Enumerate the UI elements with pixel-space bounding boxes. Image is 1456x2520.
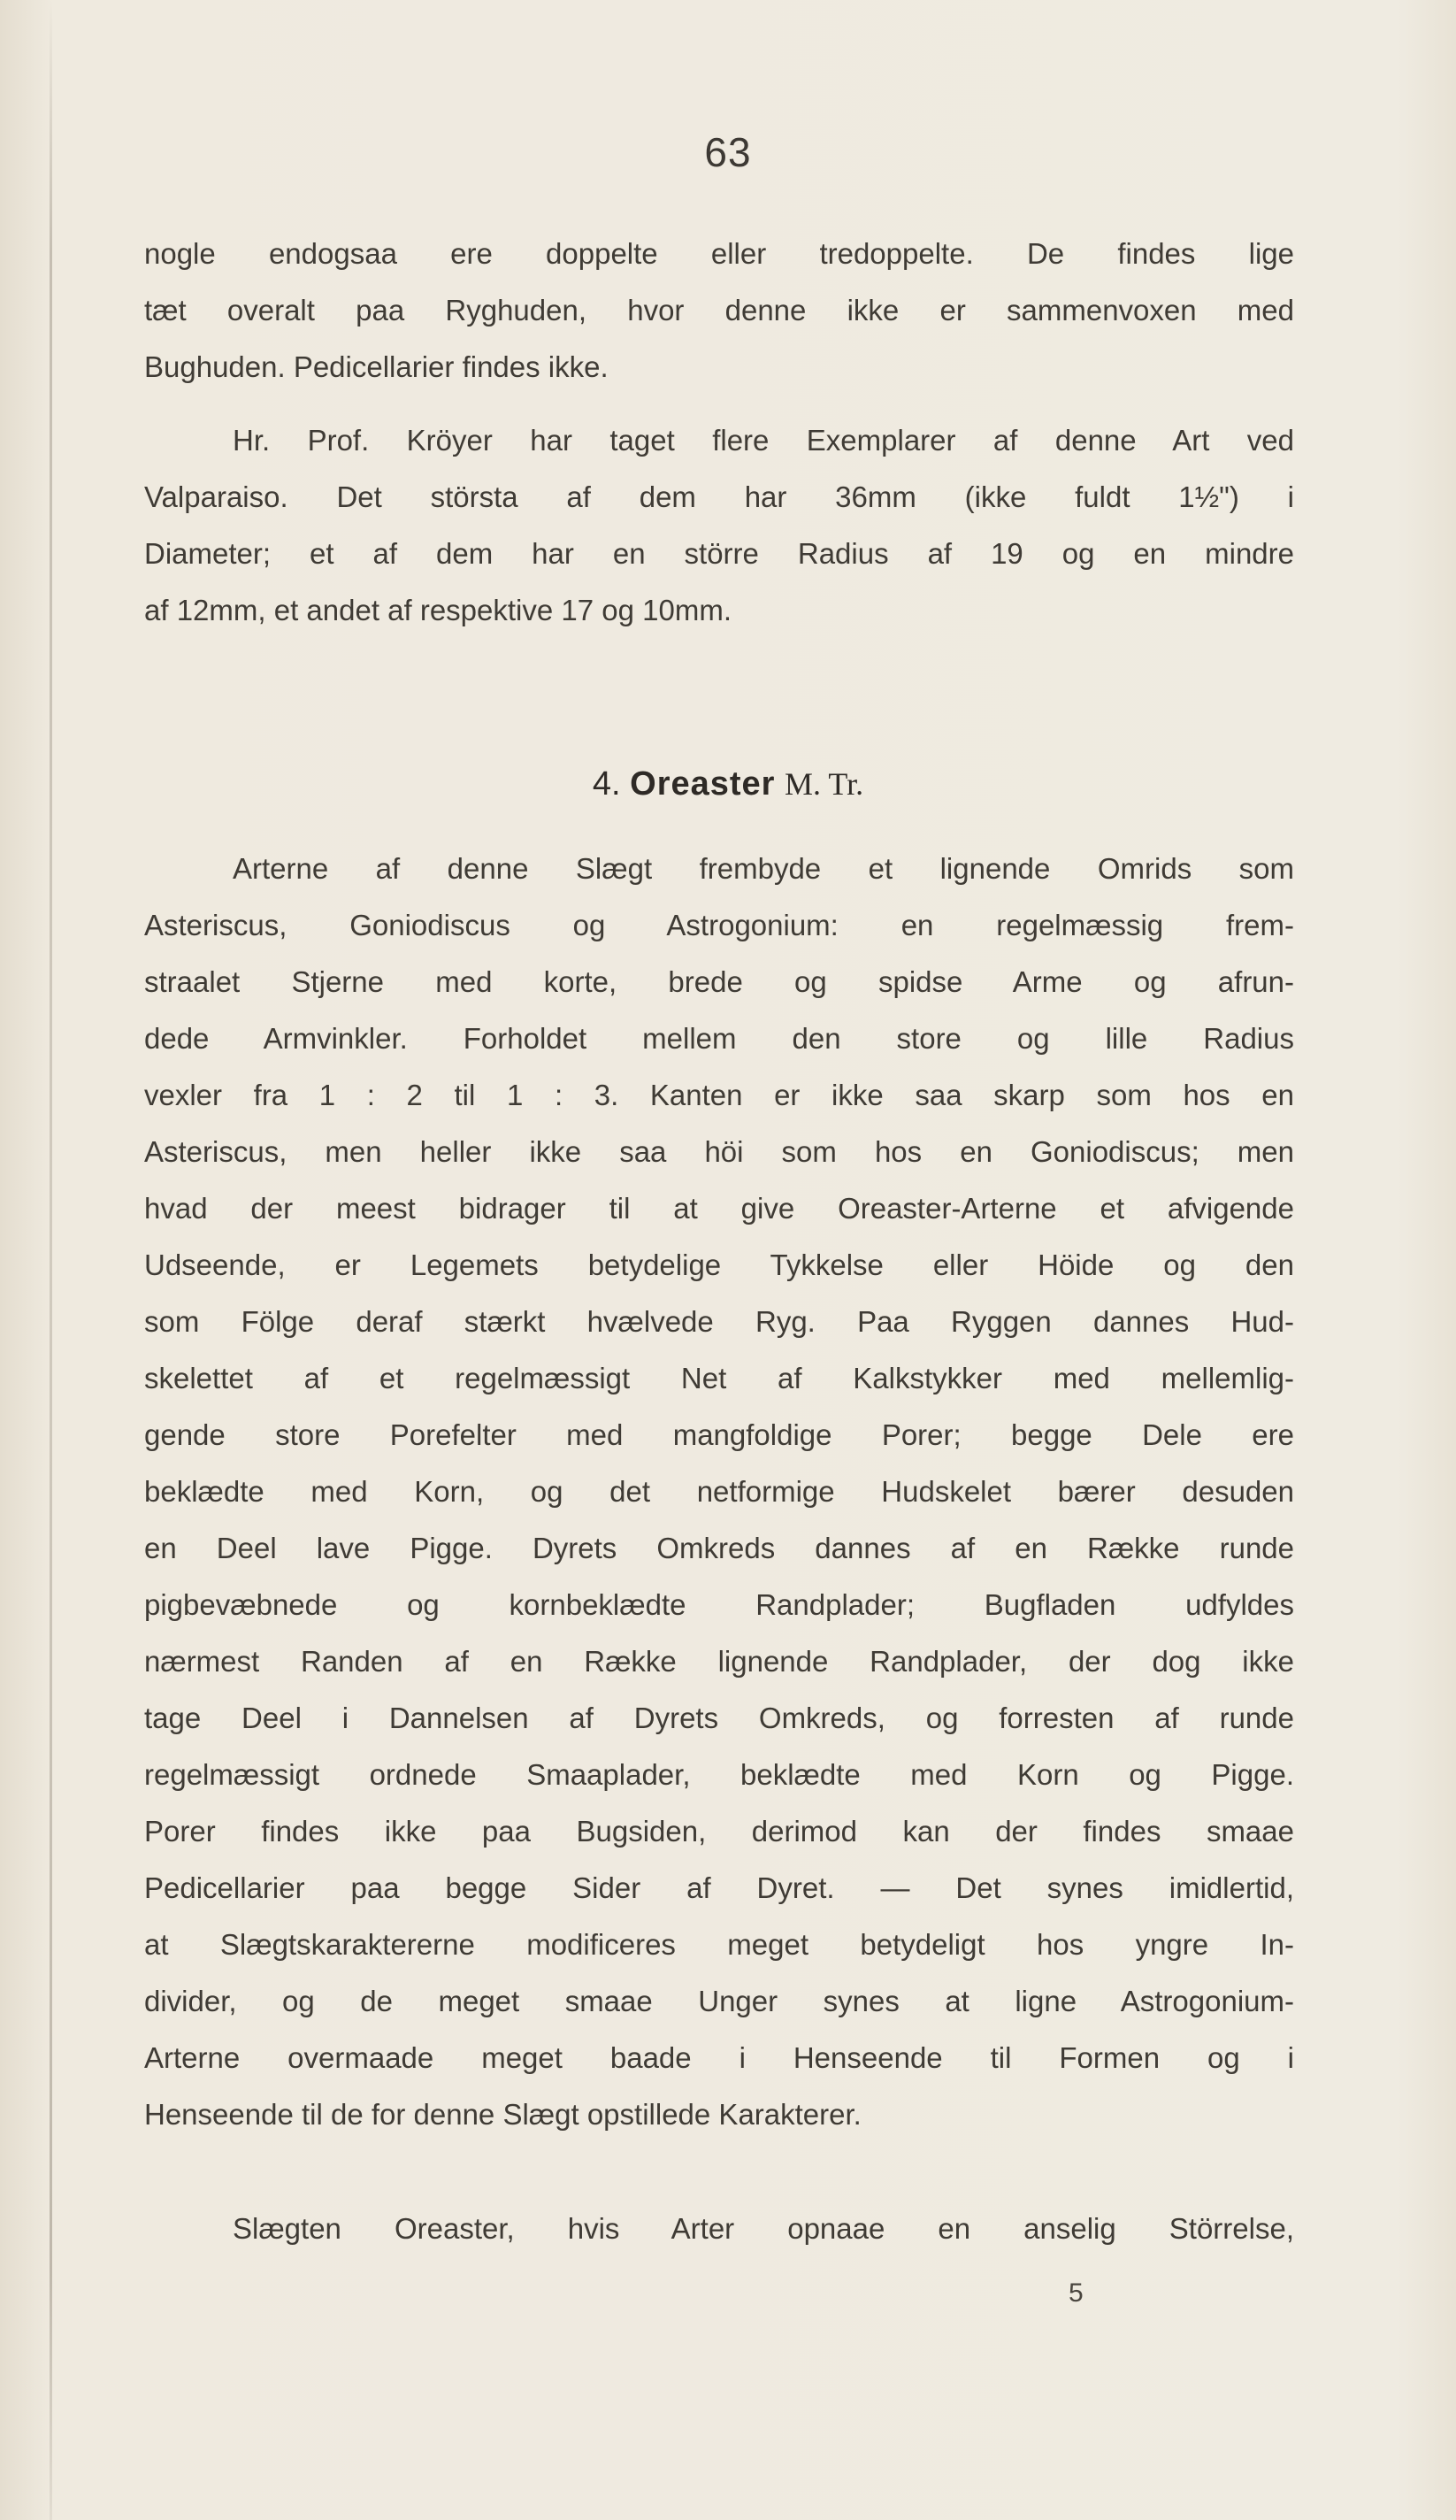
text-line: divider, og de meget smaae Unger synes at ligne Astrogonium- <box>144 1985 1294 2017</box>
text-line: Arterne af denne Slægt frembyde et lignende Omrids som <box>233 852 1294 885</box>
section-heading <box>0 765 1456 803</box>
text-line: som Fölge deraf stærkt hvælvede Ryg. Paa Ryggen dannes Hud- <box>144 1305 1294 1338</box>
text-line: beklædte med Korn, og det netformige Hudskelet bærer desuden <box>144 1475 1294 1508</box>
text-line: Slægten Oreaster, hvis Arter opnaae en anselig Störrelse, <box>233 2212 1294 2245</box>
text-line: straalet Stjerne med korte, brede og spidse Arme og afrun- <box>144 965 1294 998</box>
text-line: vexler fra 1 : 2 til 1 : 3. Kanten er ikke saa skarp som hos en <box>144 1079 1294 1111</box>
text-line: tage Deel i Dannelsen af Dyrets Omkreds, og forresten af runde <box>144 1702 1294 1734</box>
text-line: Diameter; et af dem har en större Radius af 19 og en mindre <box>144 537 1294 570</box>
text-line: dede Armvinkler. Forholdet mellem den store og lille Radius <box>144 1022 1294 1055</box>
paragraph-1 <box>144 226 1294 396</box>
text-line: tæt overalt paa Ryghuden, hvor denne ikke er sammenvoxen med <box>144 294 1294 327</box>
signature-mark: 5 <box>1069 2278 1084 2308</box>
page-number: 63 <box>704 129 752 175</box>
text-line: gende store Porefelter med mangfoldige Porer; begge Dele ere <box>144 1418 1294 1451</box>
text-line: skelettet af et regelmæssigt Net af Kalkstykker med mellemlig- <box>144 1362 1294 1394</box>
text-line: hvad der meest bidrager til at give Oreaster-Arterne et afvigende <box>144 1192 1294 1225</box>
text-line: Bughuden. Pedicellarier findes ikke. <box>144 350 609 383</box>
page-gutter-shadow <box>50 0 52 2520</box>
paragraph-2 <box>144 412 1294 639</box>
section-number: 4. <box>592 765 621 803</box>
text-line: Udseende, er Legemets betydelige Tykkelse eller Höide og den <box>144 1248 1294 1281</box>
section-author: M. Tr. <box>785 766 864 802</box>
section-paragraph <box>144 841 1294 2143</box>
text-line: Asteriscus, men heller ikke saa höi som hos en Goniodiscus; men <box>144 1135 1294 1168</box>
text-line: Asteriscus, Goniodiscus og Astrogonium: en regelmæssig frem- <box>144 909 1294 941</box>
text-line: Arterne overmaade meget baade i Henseende til Formen og i <box>144 2041 1294 2074</box>
paragraph-last <box>144 2201 1294 2257</box>
section-genus: Oreaster <box>630 765 776 803</box>
text-line: en Deel lave Pigge. Dyrets Omkreds dannes af en Række runde <box>144 1532 1294 1564</box>
text-line: Pedicellarier paa begge Sider af Dyret. — Det synes imidlertid, <box>144 1871 1294 1904</box>
text-line: nærmest Randen af en Række lignende Randplader, der dog ikke <box>144 1645 1294 1678</box>
text-line: Valparaiso. Det största af dem har 36mm (ikke fuldt 1½") i <box>144 480 1294 513</box>
text-line: regelmæssigt ordnede Smaaplader, beklædte med Korn og Pigge. <box>144 1758 1294 1791</box>
text-line: Hr. Prof. Kröyer har taget flere Exemplarer af denne Art ved <box>233 424 1294 457</box>
text-line: nogle endogsaa ere doppelte eller tredoppelte. De findes lige <box>144 237 1294 270</box>
text-line: af 12mm, et andet af respektive 17 og 10mm. <box>144 594 732 626</box>
text-line: pigbevæbnede og kornbeklædte Randplader; Bugfladen udfyldes <box>144 1588 1294 1621</box>
text-line: Henseende til de for denne Slægt opstillede Karakterer. <box>144 2098 862 2131</box>
text-line: Porer findes ikke paa Bugsiden, derimod kan der findes smaae <box>144 1815 1294 1848</box>
text-line: at Slægtskaraktererne modificeres meget betydeligt hos yngre In- <box>144 1928 1294 1961</box>
